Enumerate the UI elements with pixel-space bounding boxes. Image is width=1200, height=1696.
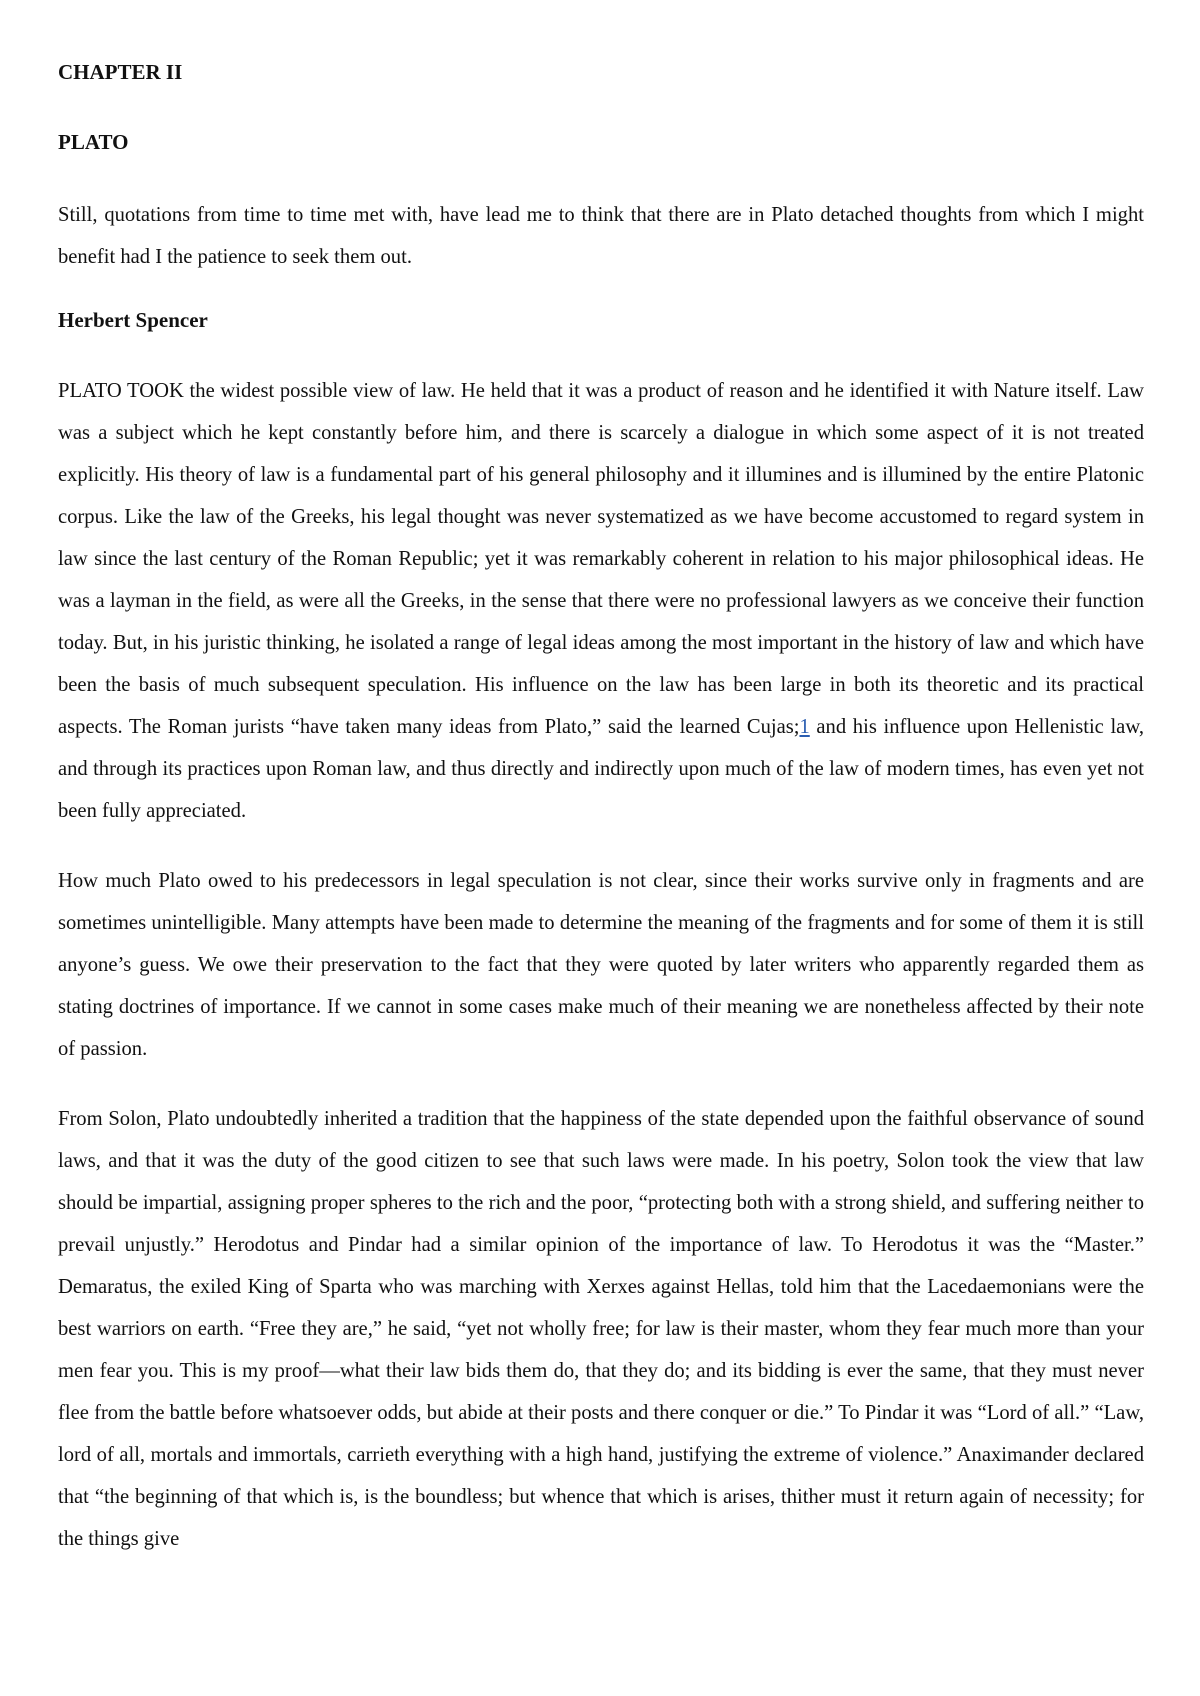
- paragraph-1-text-start: PLATO TOOK the widest possible view of law. He held that it was a product of reason and he identified it with Nature itself. Law was a subject which he kept constantly before him, and there is scarcely a dialogue in which some aspect of it is not treated explicitly. His theory of law is a fundamental part of his general philosophy and it illumines and is illumined by the entire Platonic corpus. Like the law of the Greeks, his legal thought was never systematized as we have become accustomed to regard system in law since the last century of the Roman Republic; yet it was remarkably coherent in relation to his major philosophical ideas. He was a layman in the field, as were all the Greeks, in the sense that there were no professional lawyers as we conceive their function today. But, in his juristic thinking, he isolated a range of legal ideas among the most important in the history of law and which have been the basis of much subsequent speculation. His influence on the law has been large in both its theoretic and its practical aspects. The Roman jurists “have taken many ideas from Plato,” said the learned Cujas;: [58, 380, 1144, 738]
- body-paragraph-1: [58, 370, 1144, 832]
- footnote-link-1[interactable]: 1: [799, 716, 810, 738]
- body-paragraph-2: How much Plato owed to his predecessors in legal speculation is not clear, since their works survive only in fragments and are sometimes unintelligible. Many attempts have been made to determine the meaning of the fragments and for some of them it is still anyone’s guess. We owe their preservation to the fact that they were quoted by later writers who apparently regarded them as stating doctrines of importance. If we cannot in some cases make much of their meaning we are nonetheless affected by their note of passion.: [58, 870, 1144, 1060]
- epigraph-quote: Still, quotations from time to time met with, have lead me to think that there are in Plato detached thoughts from which I might benefit had I the patience to seek them out.: [58, 204, 1144, 268]
- chapter-title: PLATO: [58, 130, 129, 154]
- paragraph-1-text-end: and his influence upon Hellenistic law, and through its practices upon Roman law, and thus directly and indirectly upon much of the law of modern times, has even yet not been fully appreciated.: [58, 716, 1145, 822]
- epigraph-attribution: Herbert Spencer: [58, 308, 208, 332]
- chapter-number: CHAPTER II: [58, 60, 183, 84]
- body-paragraph-3: From Solon, Plato undoubtedly inherited a tradition that the happiness of the state depended upon the faithful observance of sound laws, and that it was the duty of the good citizen to see that such laws were made. In his poetry, Solon took the view that law should be impartial, assigning proper spheres to the rich and the poor, “protecting both with a strong shield, and suffering neither to prevail unjustly.” Herodotus and Pindar had a similar opinion of the importance of law. To Herodotus it was the “Master.” Demaratus, the exiled King of Sparta who was marching with Xerxes against Hellas, told him that the Lacedaemonians were the best warriors on earth. “Free they are,” he said, “yet not wholly free; for law is their master, whom they fear much more than your men fear you. This is my proof—what their law bids them do, that they do; and its bidding is ever the same, that they must never flee from the battle before whatsoever odds, but abide at their posts and there conquer or die.” To Pindar it was “Lord of all.” “Law, lord of all, mortals and immortals, carrieth everything with a high hand, justifying the extreme of violence.” Anaximander declared that “the beginning of that which is, is the boundless; but whence that which is arises, thither must it return again of necessity; for the things give: [58, 1108, 1144, 1550]
- document-page: [58, 54, 1144, 1588]
